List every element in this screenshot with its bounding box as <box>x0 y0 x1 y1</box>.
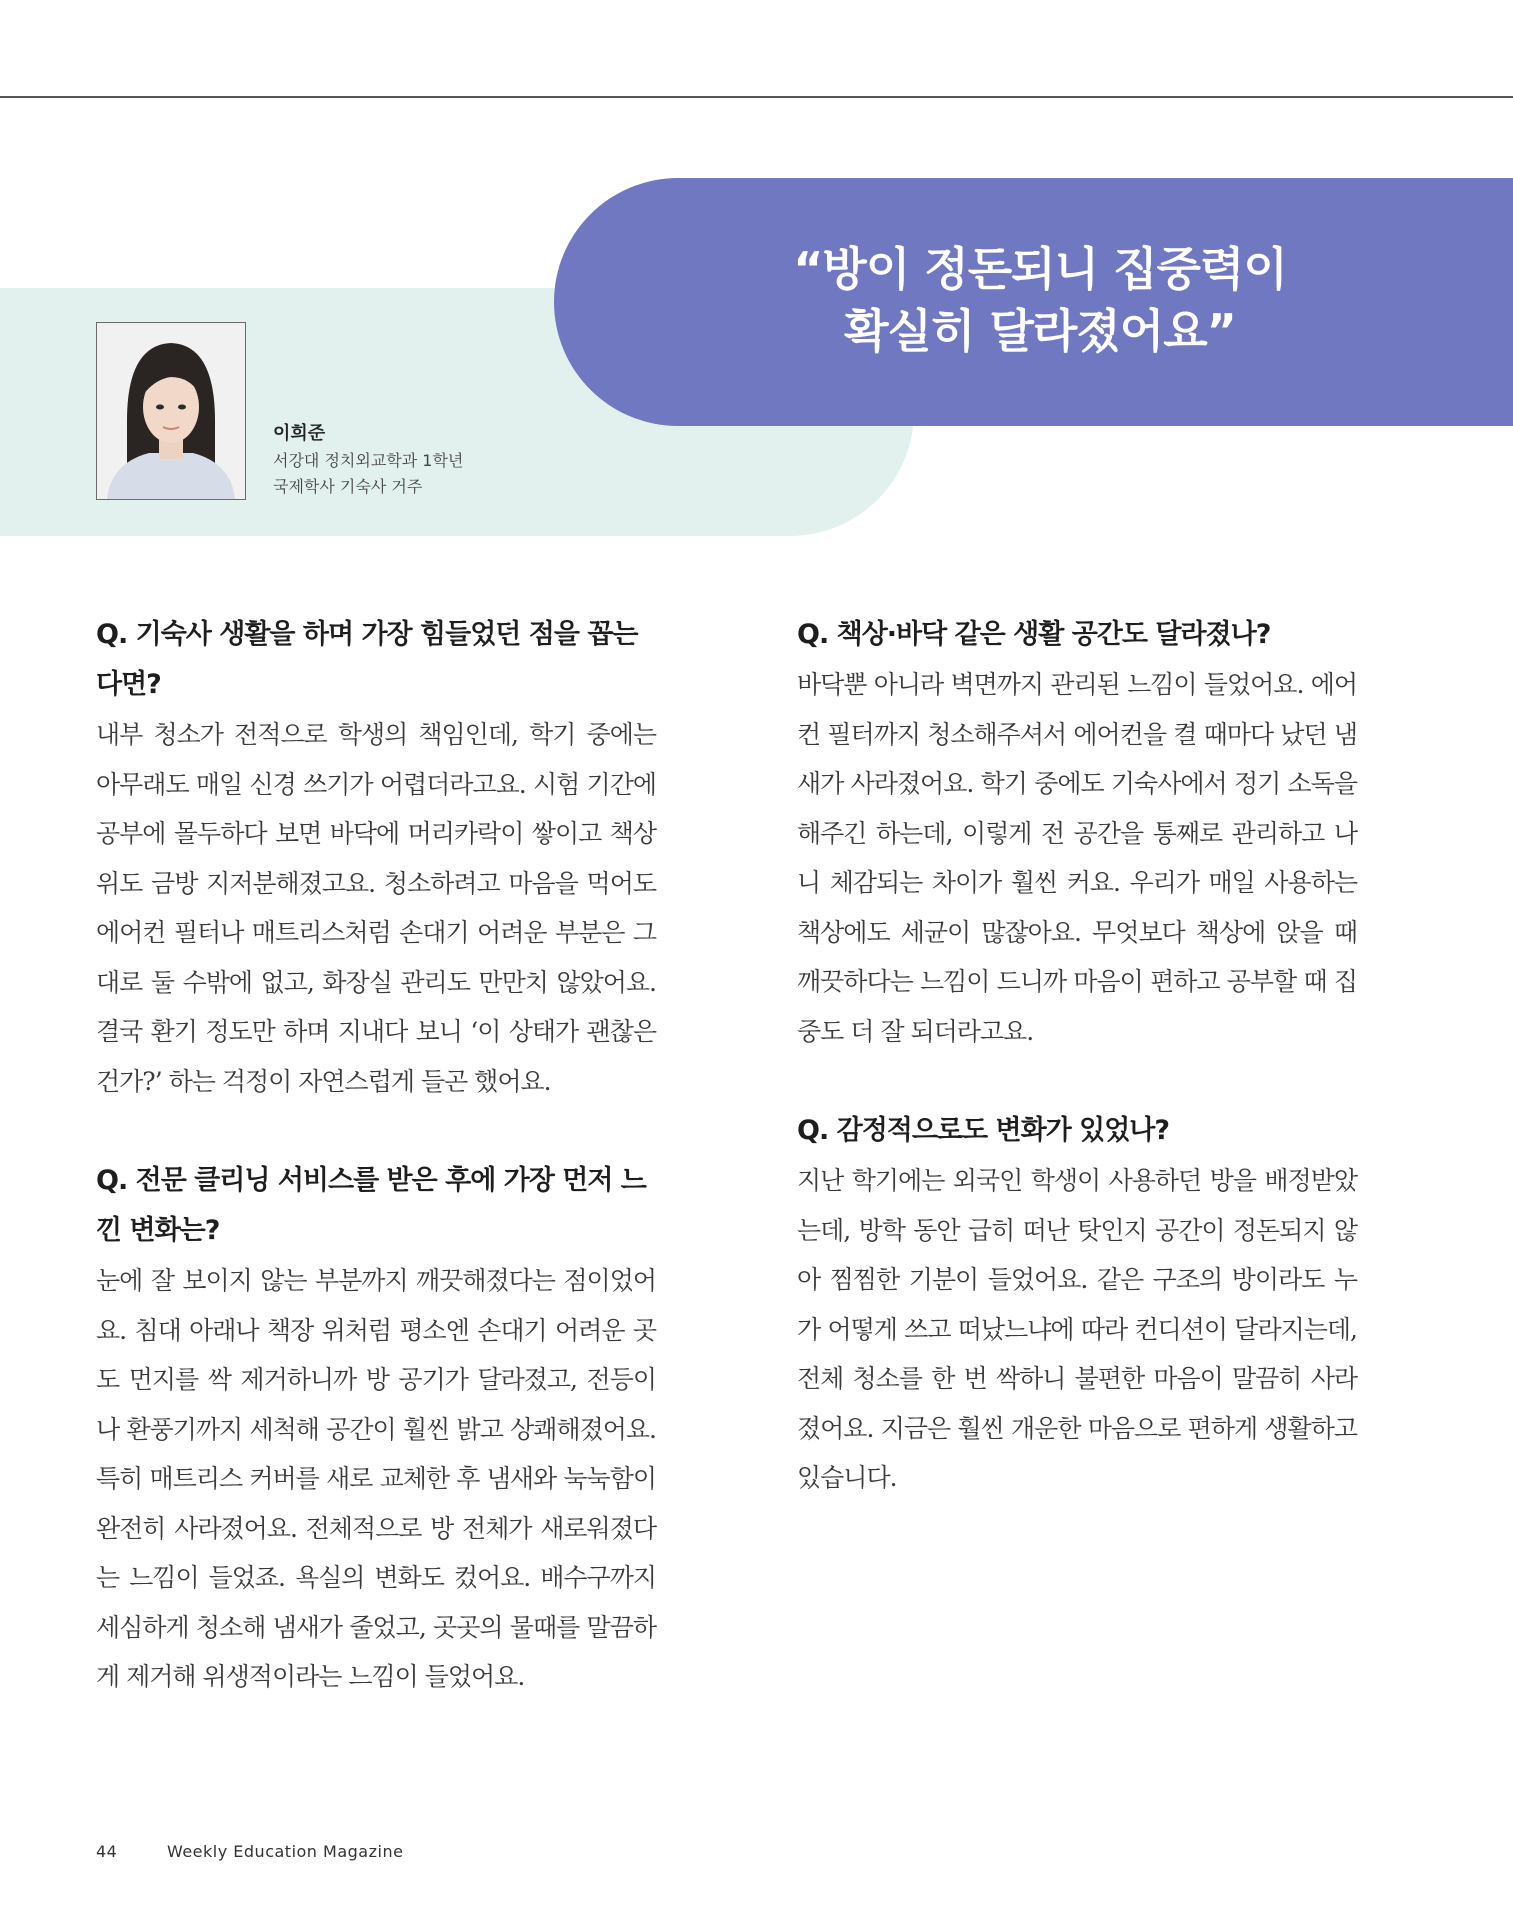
pull-quote-line-2: 확실히 달라졌어요” <box>844 304 1236 358</box>
right-column <box>797 610 1357 1553</box>
question-heading: Q. 전문 클리닝 서비스를 받은 후에 가장 먼저 느낀 변화는? <box>96 1165 646 1246</box>
page-number: 44 <box>96 1842 118 1861</box>
interviewee-photo <box>96 322 246 500</box>
question-heading: Q. 책상·바닥 같은 생활 공간도 달라졌나? <box>797 619 1271 650</box>
qa-item <box>797 610 1357 1056</box>
pull-quote-line-1: “방이 정돈되니 집중력이 <box>793 242 1287 296</box>
interviewee-residence: 국제학사 기숙사 거주 <box>273 477 423 496</box>
page-footer <box>96 1842 403 1861</box>
left-column <box>96 610 656 1752</box>
question-heading: Q. 감정적으로도 변화가 있었나? <box>797 1115 1170 1146</box>
answer-text: 내부 청소가 전적으로 학생의 책임인데, 학기 중에는 아무래도 매일 신경 쓰기가 어렵더라고요. 시험 기간에 공부에 몰두하다 보면 바닥에 머리카락이 쌓이고 책상 위도 금방 지저분해졌고요. 청소하려고 마음을 먹어도 에어컨 필터나 매트리스처럼 손대기 어려운 부분은 그대로 둘 수밖에 없고, 화장실 관리도 만만치 않았어요. 결국 환기 정도만 하며 지내다 보니 ‘이 상태가 괜찮은 건가?’ 하는 걱정이 자연스럽게 들곤 했어요. <box>96 720 656 1096</box>
portrait-illustration <box>97 323 245 499</box>
interviewee-name: 이희준 <box>273 423 326 444</box>
top-rule <box>0 96 1513 98</box>
question-heading: Q. 기숙사 생활을 하며 가장 힘들었던 점을 꼽는다면? <box>96 619 638 700</box>
interviewee-affiliation: 서강대 정치외교학과 1학년 <box>273 451 464 470</box>
answer-text: 지난 학기에는 외국인 학생이 사용하던 방을 배정받았는데, 방학 동안 급히 떠난 탓인지 공간이 정돈되지 않아 찜찜한 기분이 들었어요. 같은 구조의 방이라도 누가 어떻게 쓰고 떠났느냐에 따라 컨디션이 달라지는데, 전체 청소를 한 번 싹하니 불편한 마음이 말끔히 사라졌어요. 지금은 훨씬 개운한 마음으로 편하게 생활하고 있습니다. <box>797 1166 1357 1492</box>
pull-quote <box>590 238 1490 362</box>
qa-item <box>96 610 656 1106</box>
qa-item <box>96 1156 656 1702</box>
answer-text: 눈에 잘 보이지 않는 부분까지 깨끗해졌다는 점이었어요. 침대 아래나 책장 위처럼 평소엔 손대기 어려운 곳도 먼지를 싹 제거하니까 방 공기가 달라졌고, 전등이나 환풍기까지 세척해 공간이 훨씬 밝고 상쾌해졌어요. 특히 매트리스 커버를 새로 교체한 후 냄새와 눅눅함이 완전히 사라졌어요. 전체적으로 방 전체가 새로워졌다는 느낌이 들었죠. 욕실의 변화도 컸어요. 배수구까지 세심하게 청소해 냄새가 줄었고, 곳곳의 물때를 말끔하게 제거해 위생적이라는 느낌이 들었어요. <box>96 1266 656 1691</box>
answer-text: 바닥뿐 아니라 벽면까지 관리된 느낌이 들었어요. 에어컨 필터까지 청소해주셔서 에어컨을 켤 때마다 났던 냄새가 사라졌어요. 학기 중에도 기숙사에서 정기 소독을 해주긴 하는데, 이렇게 전 공간을 통째로 관리하고 나니 체감되는 차이가 훨씬 커요. 우리가 매일 사용하는 책상에도 세균이 많잖아요. 무엇보다 책상에 앉을 때 깨끗하다는 느낌이 드니까 마음이 편하고 공부할 때 집중도 더 잘 되더라고요. <box>797 670 1357 1046</box>
qa-item <box>797 1106 1357 1503</box>
interviewee-info <box>273 420 463 500</box>
publication-name: Weekly Education Magazine <box>166 1842 404 1861</box>
